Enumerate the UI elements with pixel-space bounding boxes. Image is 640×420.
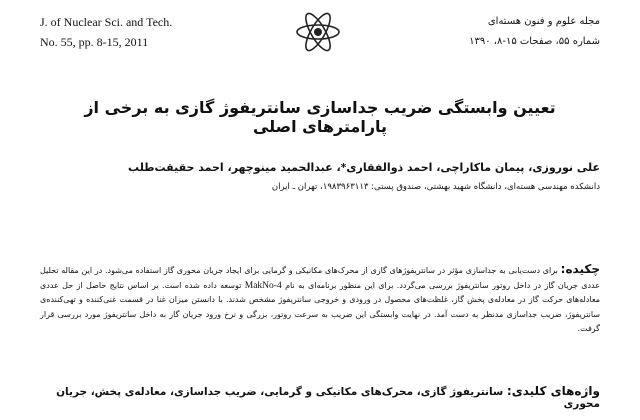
author-affiliation: دانشکده مهندسی هسته‌ای، دانشگاه شهید بهشتی، صندوق پستی: ۱۹۸۳۹۶۳۱۱۳، تهران ـ ایران — [271, 182, 600, 192]
atom-icon — [294, 6, 342, 58]
journal-issue-english: No. 55, pp. 8-15, 2011 — [40, 35, 149, 49]
journal-name-persian: مجله علوم و فنون هسته‌ای — [487, 16, 600, 27]
abstract-text-part1: برای دست‌یابی به جداسازی مؤثر در سانتریفوژهای گازی از محرک‌های مکانیکی و گرمایی برای ایجاد جریان محوری گاز استفاده می‌شود. در این مقاله تحلیل عددی جریان گاز در داخل روتور سانتریفوژ بررسی می‌گردد. برای این منظور برنامه‌ای به نام — [40, 266, 601, 290]
abstract-text-part2: توسعه داده شده است. بر اساس نتایج حاصل از حل عددی معادله‌های حرکت گاز در معادله‌ی پخش گاز، غلظت‌های محصول در ورودی و خروجی سانتریفوژ مشخص شدند. با دانستن میزان غنا در قسمت غنی‌کننده و تهی‌کننده‌ی سانتریفوژ، ضریب جداسازی مدنظر به دست آمد. در نهایت وابستگی این ضریب به سرعت روتور، بزرگی و نرخ ورود جریان گاز به داخل سانتریفوژ مورد بررسی قرار گرفت. — [40, 280, 600, 333]
abstract-label: چکیده: — [560, 262, 600, 276]
journal-header-english — [40, 12, 172, 52]
keywords — [40, 384, 600, 410]
abstract — [40, 262, 600, 337]
author-list: علی نوروزی، پیمان ماکاراچی، احمد ذوالفقاری*، عبدالحمید مینوچهر، احمد حقیقت‌طلب — [128, 161, 600, 174]
paper-title: تعیین وابستگی ضریب جداسازی سانتریفوژ گازی به برخی از پارامترهای اصلی — [84, 98, 556, 136]
journal-issue-persian: شماره ۵۵، صفحات ۱۵-۸، ۱۳۹۰ — [469, 36, 600, 47]
keywords-label: واژه‌های کلیدی: — [506, 384, 600, 398]
abstract-code-name: MakNo-4 — [244, 280, 282, 291]
keywords-text: سانتریفوژ گازی، محرک‌های مکانیکی و گرمایی، ضریب جداسازی، معادله‌ی پخش، جریان محوری — [56, 386, 600, 410]
journal-header-persian — [469, 12, 600, 52]
journal-name-english: J. of Nuclear Sci. and Tech. — [40, 15, 173, 29]
